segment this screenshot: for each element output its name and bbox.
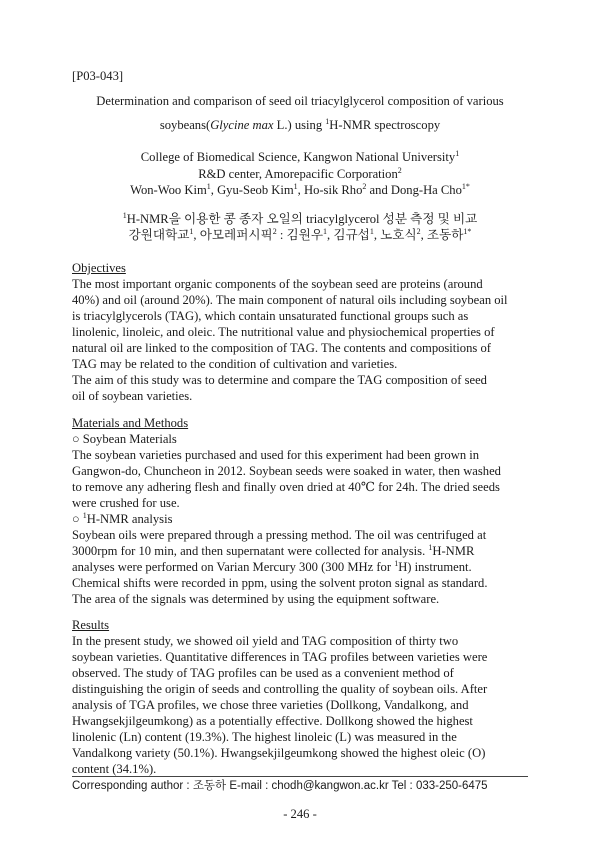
affiliation-2: R&D center, Amorepacific Corporation$^2$	[198, 166, 402, 181]
methods-heading: Materials and Methods	[72, 416, 189, 430]
author: Ho-sik Rho	[303, 183, 363, 197]
title-line-1: Determination and comparison of seed oil triacylglycerol composition of various	[96, 94, 504, 108]
author-list: Won-Woo Kim$^1$, Gyu-Seob Kim$^1$, Ho-sik Rho$^2$ and Dong-Ha Cho$^{1*}$	[130, 182, 470, 197]
objectives-line: The aim of this study was to determine and compare the TAG composition of seed	[72, 373, 487, 387]
page-number: - 246 -	[283, 807, 317, 821]
objectives-line: 40%) and oil (around 20%). The main component of natural oils including soybean oil	[72, 293, 508, 307]
methods-line: Gangwon-do, Chuncheon in 2012. Soybean seeds were soaked in water, then washed	[72, 464, 501, 478]
title-line-2: soybeans(Glycine max L.) using $^1$H-NMR spectroscopy	[159, 117, 441, 132]
objectives-line: The most important organic components of the soybean seed are proteins (around	[72, 277, 483, 291]
methods-line: were crushed for use.	[72, 496, 180, 510]
objectives-heading: Objectives	[72, 261, 126, 275]
objectives-line: TAG may be related to the condition of cultivation and varieties.	[72, 357, 398, 371]
objectives-line: is triacylglycerols (TAG), which contain unsaturated functional groups such as	[72, 309, 469, 323]
methods-line: analyses were performed on Varian Mercury 300 (300 MHz for $^1$H) instrument.	[72, 559, 472, 574]
author: Dong-Ha Cho	[390, 183, 462, 197]
methods-line: The area of the signals was determined by using the equipment software.	[72, 592, 440, 606]
footer-divider	[72, 776, 528, 777]
results-heading: Results	[72, 618, 110, 632]
methods-subheading: ○ Soybean Materials	[72, 432, 177, 446]
abstract-code: [P03-043]	[72, 69, 124, 83]
results-line: observed. The study of TAG profiles can be used as a convenient method of	[72, 666, 454, 680]
methods-line: Chemical shifts were recorded in ppm, using the solvent proton signal as standard.	[72, 576, 488, 590]
results-line: distinguishing the origin of seeds and controlling the quality of soybean oils. After	[72, 682, 488, 696]
methods-line: The soybean varieties purchased and used for this experiment had been grown in	[72, 448, 480, 462]
methods-line: to remove any adhering flesh and finally oven dried at 40℃ for 24h. The dried seeds	[72, 480, 500, 494]
results-line: Hwangsekjilgeumkong) as a potentially effective. Dollkong showed the highest	[72, 714, 473, 728]
corresponding-author: Corresponding author : 조동하 E-mail : chodh@kangwon.ac.kr Tel : 033-250-6475	[72, 780, 488, 792]
methods-line: 3000rpm for 10 min, and then supernatant were collected for analysis. $^1$H-NMR	[72, 543, 475, 558]
korean-authors: 강원대학교$^1$, 아모레퍼시픽$^2$ : 김원우$^1$, 김규섭$^1$, 노호식$^2$, 조동하$^{1*}$	[128, 227, 472, 242]
objectives-line: oil of soybean varieties.	[72, 389, 193, 403]
methods-line: Soybean oils were prepared through a pressing method. The oil was centrifuged at	[72, 528, 487, 542]
objectives-line: natural oil are linked to the composition of TAG. The contents and compositions of	[72, 341, 491, 355]
korean-title: $^1$H-NMR을 이용한 콩 종자 오일의 triacylglycerol 성분 측정 및 비교	[122, 211, 478, 226]
results-line: linolenic (Ln) content (19.3%). The highest linoleic (L) was measured in the	[72, 730, 457, 744]
results-line: soybean varieties. Quantitative differences in TAG profiles between varieties were	[72, 650, 488, 664]
objectives-line: linolenic, linoleic, and oleic. The nutritional value and physiochemical properties of	[72, 325, 495, 339]
results-line: analysis of TGA profiles, we chose three varieties (Dollkong, Vandalkong, and	[72, 698, 469, 712]
results-line: Vandalkong variety (50.1%). Hwangsekjilgeumkong showed the highest oleic (O)	[72, 746, 486, 760]
affiliation-1: College of Biomedical Science, Kangwon National University$^1$	[140, 149, 460, 164]
author: Won-Woo Kim	[130, 183, 207, 197]
results-line: content (34.1%).	[72, 762, 157, 776]
species-name: Glycine max	[210, 118, 274, 132]
methods-subheading: ○ $^1$H-NMR analysis	[72, 511, 173, 526]
author: Gyu-Seob Kim	[217, 183, 294, 197]
results-line: In the present study, we showed oil yield and TAG composition of thirty two	[72, 634, 459, 648]
